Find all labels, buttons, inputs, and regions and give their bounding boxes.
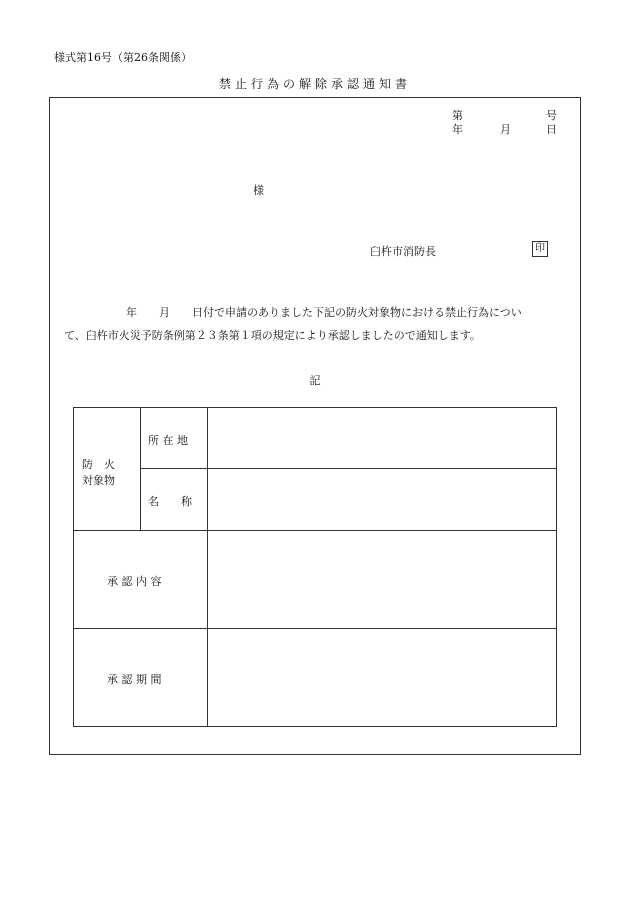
- group-label-line2: 対象物: [82, 474, 115, 487]
- name-value[interactable]: [208, 469, 556, 530]
- date-month-label: 月: [500, 123, 511, 136]
- date-day-label: 日: [546, 123, 557, 136]
- location-label: 所 在 地: [148, 434, 188, 447]
- seal-mark: 印: [532, 241, 548, 257]
- note-label: 記: [309, 374, 321, 387]
- period-label: 承 認 期 間: [107, 673, 162, 686]
- reference-number-suffix: 号: [546, 109, 557, 122]
- content-value[interactable]: [208, 531, 556, 628]
- document-title: 禁止行為の解除承認通知書: [218, 77, 411, 91]
- group-label-line1: 防 火: [82, 458, 115, 471]
- reference-number-prefix: 第: [452, 109, 463, 122]
- body-date-year: 年: [126, 306, 137, 319]
- content-label: 承 認 内 容: [107, 575, 162, 588]
- body-text-line2: て、臼杵市火災予防条例第２３条第１項の規定により承認しましたので通知します。: [64, 329, 481, 342]
- body-line1-rest: 日付で申請のありました下記の防火対象物における禁止行為につい: [192, 306, 522, 319]
- body-text-line1: [54, 304, 522, 320]
- addressee-honorific: 様: [253, 184, 264, 197]
- body-date-month: 月: [159, 306, 170, 319]
- location-value[interactable]: [208, 408, 556, 468]
- issuer-name: 臼杵市消防長: [370, 245, 436, 258]
- name-label: 名 称: [148, 495, 192, 508]
- form-number: 様式第16号（第26条関係）: [54, 51, 192, 64]
- date-year-label: 年: [452, 123, 463, 136]
- period-value[interactable]: [208, 629, 556, 726]
